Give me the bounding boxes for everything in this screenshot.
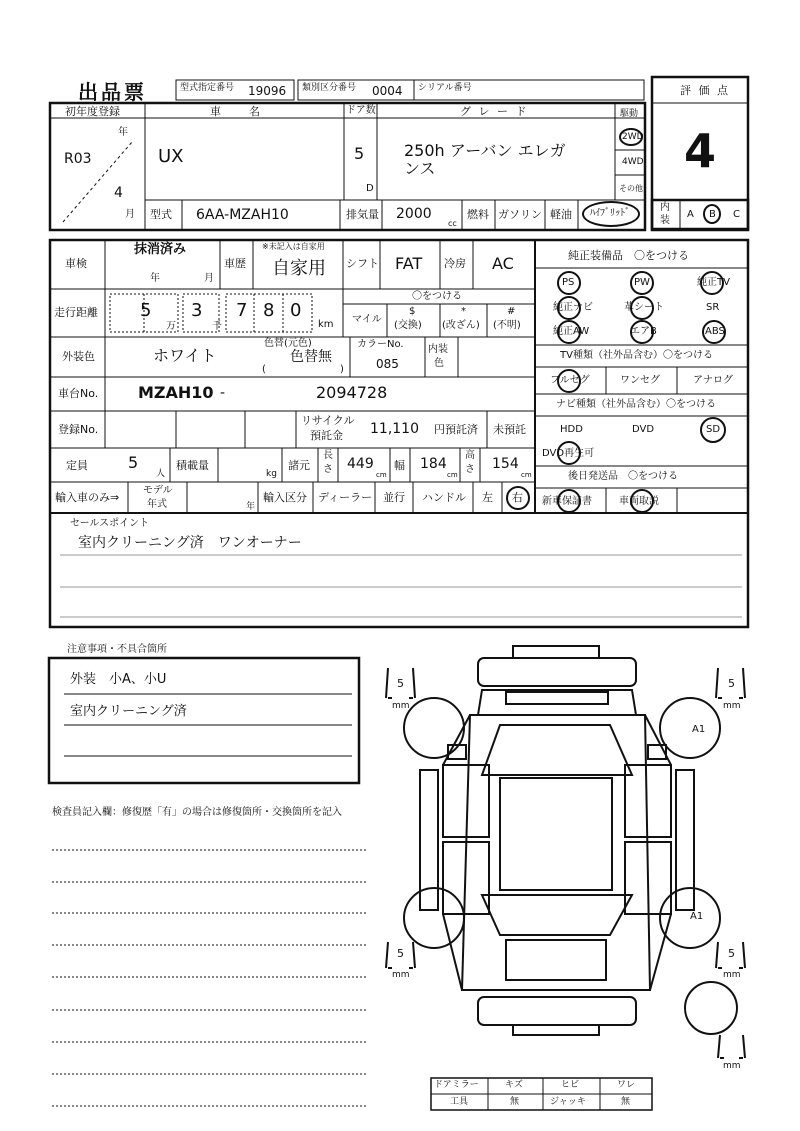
- equip-genuine-aw-circle: [557, 320, 581, 344]
- car-name-label: 車 名: [210, 105, 262, 118]
- seats-unit: 人: [156, 469, 166, 479]
- ac-label: 冷房: [444, 257, 466, 270]
- model-year-unit: 年: [246, 502, 256, 512]
- navi-dvd-playback: DVD再生可: [542, 448, 595, 459]
- tools-value-1: 無: [510, 1097, 520, 1107]
- navi-sd-circle: [700, 417, 726, 443]
- navi-sd: SD: [706, 424, 721, 435]
- mileage-digit-2: 3: [191, 300, 203, 321]
- grade-line-1: 250h アーバン エレガ: [404, 141, 566, 160]
- tv-analog: アナログ: [693, 375, 733, 386]
- damage-mark-front-right: A1: [692, 724, 706, 735]
- tread-rear-left: 5: [397, 947, 404, 960]
- equip-genuine-aw: 純正AW: [553, 326, 590, 337]
- length-label-1: 長: [323, 450, 333, 461]
- serial-label: シリアル番号: [418, 83, 472, 93]
- fuel-hybrid-circle: [582, 201, 640, 227]
- history-note: ※未記入は自家用: [262, 242, 325, 251]
- drive-4wd: 4WD: [622, 157, 644, 167]
- score-value: 4: [684, 124, 717, 178]
- equip-genuine-tv: 純正TV: [697, 277, 730, 288]
- ac-value: AC: [492, 254, 514, 273]
- interior-color-label-1: 内装: [428, 344, 448, 355]
- length-label-2: さ: [323, 464, 333, 475]
- chassis-number: 2094728: [316, 383, 388, 402]
- displacement-value: 2000: [396, 206, 432, 222]
- post-manual-circle: [630, 489, 654, 513]
- equip-abs: ABS: [705, 326, 725, 337]
- inspection-label: 車検: [65, 257, 87, 270]
- load-label: 積載量: [176, 459, 209, 472]
- damage-mark-rear-right: A1: [690, 911, 704, 922]
- handle-label: ハンドル: [422, 491, 466, 504]
- interior-label-1: 内: [660, 202, 670, 213]
- type-value: 6AA-MZAH10: [196, 207, 289, 223]
- handle-right: 右: [512, 491, 523, 504]
- tv-type-title: TV種類（社外品含む）〇をつける: [560, 350, 713, 361]
- mileage-circle-note: 〇をつける: [412, 291, 462, 302]
- class-code-value: 0004: [372, 84, 403, 98]
- height-label-1: 高: [465, 450, 475, 461]
- year-unit: 年: [118, 127, 128, 138]
- recycle-label-2: 預託金: [310, 429, 343, 442]
- grade-line-2: ンス: [404, 159, 436, 178]
- tools-header-crack: ヒビ: [561, 1080, 580, 1090]
- height-value: 154: [492, 456, 519, 472]
- type-label: 型式: [150, 208, 172, 221]
- notes-line-1: 外装 小A、小U: [70, 672, 167, 687]
- model-code-label: 型式指定番号: [180, 83, 235, 93]
- mileage-km-unit: km: [318, 319, 334, 330]
- inspection-value: 抹消済み: [134, 242, 187, 257]
- grade-label: グ レ ー ド: [460, 105, 529, 118]
- first-registration-label: 初年度登録: [65, 105, 120, 118]
- tread-rear-left-unit: mm: [392, 970, 410, 980]
- shift-value: FAT: [395, 254, 423, 273]
- history-value: 自家用: [272, 258, 326, 279]
- tv-fullseg-circle: [557, 369, 581, 393]
- mileage-opt3-symbol: #: [507, 306, 516, 317]
- recycle-amount: 11,110: [370, 421, 419, 437]
- model-year-label-2: 年式: [147, 499, 167, 510]
- fuel-gasoline: ガソリン: [498, 208, 542, 221]
- repaint-paren-close: ): [340, 364, 344, 375]
- tools-value-3: 無: [621, 1097, 631, 1107]
- equip-genuine-navi-circle: [557, 296, 581, 320]
- sales-point-text: 室内クリーニング済 ワンオーナー: [78, 535, 302, 551]
- post-warranty-circle: [557, 489, 581, 513]
- chassis-dash: -: [220, 385, 226, 401]
- height-unit: cm: [521, 471, 532, 479]
- interior-grade-c: C: [733, 209, 740, 220]
- navi-dvd: DVD: [632, 424, 655, 435]
- equip-airbag: エアB: [630, 326, 657, 337]
- notes-line-2: 室内クリーニング済: [70, 704, 187, 719]
- history-label: 車歴: [224, 257, 246, 270]
- sales-point-label: セールスポイント: [70, 518, 150, 529]
- seats-value: 5: [128, 453, 139, 472]
- drive-2wd: 2WD: [622, 132, 644, 142]
- drive-other: その他: [619, 184, 643, 193]
- seats-label: 定員: [66, 459, 88, 472]
- equipment-title: 純正装備品 〇をつける: [568, 249, 689, 262]
- registration-label: 登録No.: [58, 423, 99, 436]
- mileage-label: 走行距離: [54, 306, 98, 319]
- equip-genuine-navi: 純正ナビ: [553, 302, 593, 313]
- tread-spare-unit: mm: [723, 1061, 741, 1071]
- doors-suffix: D: [366, 183, 374, 194]
- tools-header-break: ワレ: [617, 1080, 636, 1090]
- tread-front-right: 5: [728, 677, 735, 690]
- mileage-opt3: (不明): [493, 320, 521, 331]
- interior-grade-a: A: [687, 209, 694, 220]
- mileage-sen-unit: 千: [212, 321, 222, 332]
- equip-airbag-circle: [630, 320, 654, 344]
- repaint-label: 色替(元色): [264, 338, 312, 349]
- import-dealer: ディーラー: [318, 491, 373, 504]
- equip-leather-seat: 革シート: [624, 302, 664, 313]
- exterior-color-label: 外装色: [62, 350, 95, 363]
- load-unit: kg: [266, 469, 277, 479]
- repaint-value: 色替無: [290, 349, 332, 365]
- import-parallel: 並行: [383, 491, 405, 504]
- fuel-label: 燃料: [467, 208, 489, 221]
- inspector-label: 検査員記入欄：修復歴「有」の場合は修復箇所・交換箇所を記入: [52, 807, 342, 818]
- post-ship-title: 後日発送品 〇をつける: [568, 471, 678, 482]
- dims-label: 諸元: [288, 459, 310, 472]
- cc-unit: cc: [448, 219, 457, 228]
- mileage-opt2-symbol: *: [461, 306, 466, 317]
- fuel-hybrid: ﾊｲﾌﾞﾘｯﾄﾞ: [590, 208, 630, 219]
- width-unit: cm: [447, 471, 458, 479]
- tools-row-label: 工具: [450, 1097, 469, 1107]
- handle-left: 左: [482, 491, 493, 504]
- tread-front-left: 5: [397, 677, 404, 690]
- length-unit: cm: [376, 471, 387, 479]
- equip-abs-circle: [702, 320, 726, 344]
- displacement-label: 排気量: [346, 208, 379, 221]
- shift-label: シフト: [346, 257, 379, 270]
- color-no-value: 085: [376, 357, 399, 371]
- equip-ps-circle: [557, 271, 581, 295]
- tread-rear-right: 5: [728, 947, 735, 960]
- recycle-not-deposited: 未預託: [493, 423, 526, 436]
- navi-hdd: HDD: [560, 424, 583, 435]
- recycle-label-1: リサイクル: [301, 414, 355, 427]
- drive-2wd-circle: [619, 128, 643, 146]
- model-year-label-1: モデル: [143, 485, 173, 496]
- mileage-opt1-symbol: $: [409, 306, 416, 317]
- navi-type-title: ナビ種類（社外品含む）〇をつける: [556, 399, 716, 410]
- navi-dvd-playback-circle: [557, 441, 581, 465]
- tread-rear-right-unit: mm: [723, 970, 741, 980]
- equip-ps: PS: [562, 277, 575, 288]
- drive-label: 駆動: [620, 109, 639, 119]
- equip-genuine-tv-circle: [700, 271, 724, 295]
- tools-header-mirror: ドアミラー: [434, 1080, 479, 1090]
- interior-grade-b: B: [709, 209, 716, 220]
- width-value: 184: [420, 456, 447, 472]
- tread-front-left-unit: mm: [392, 701, 410, 711]
- mileage-digit-3: 7: [236, 300, 248, 321]
- notes-label: 注意事項・不具合箇所: [67, 644, 167, 655]
- car-name-value: UX: [158, 146, 184, 167]
- interior-color-label-2: 色: [434, 358, 444, 369]
- equip-sunroof: SR: [706, 302, 720, 313]
- score-label: 評 価 点: [680, 84, 730, 97]
- mileage-opt2: (改ざん): [442, 320, 480, 331]
- class-code-label: 類別区分番号: [302, 83, 357, 93]
- mileage-mile: マイル: [352, 314, 382, 325]
- equip-leather-seat-circle: [630, 296, 654, 320]
- mileage-digit-1: 5: [140, 300, 152, 321]
- post-warranty: 新車保証書: [542, 496, 592, 507]
- mileage-digit-5: 0: [290, 300, 302, 321]
- chassis-prefix: MZAH10: [138, 383, 214, 402]
- inspection-year-unit: 年: [150, 273, 160, 284]
- tread-front-right-unit: mm: [723, 701, 741, 711]
- import-only-label: 輸入車のみ⇒: [55, 491, 120, 504]
- exterior-color-value: ホワイト: [153, 346, 217, 365]
- first-registration-month: 4: [114, 185, 123, 201]
- equip-pw: PW: [634, 277, 650, 288]
- mileage-digit-4: 8: [263, 300, 275, 321]
- length-value: 449: [347, 456, 374, 472]
- inspection-month-unit: 月: [204, 273, 214, 284]
- model-code-value: 19096: [248, 84, 287, 98]
- interior-grade-b-circle: [703, 204, 721, 224]
- interior-label-2: 装: [660, 215, 670, 226]
- form-title: 出品票: [78, 80, 147, 104]
- post-manual: 車両取説: [619, 496, 659, 507]
- recycle-deposited: 円預託済: [434, 423, 478, 436]
- first-registration-year: R03: [64, 151, 92, 167]
- mileage-man-unit: 万: [166, 321, 176, 332]
- tools-header-scratch: キズ: [505, 1080, 523, 1090]
- repaint-paren-open: (: [262, 364, 266, 375]
- tv-oneseg: ワンセグ: [620, 375, 660, 386]
- doors-value: 5: [354, 144, 365, 163]
- tools-value-jack: ジャッキ: [550, 1097, 586, 1107]
- import-class-label: 輸入区分: [263, 491, 307, 504]
- color-no-label: カラーNo.: [357, 339, 404, 350]
- equip-pw-circle: [630, 271, 654, 295]
- tv-fullseg: フルセグ: [550, 375, 590, 386]
- width-label: 幅: [394, 459, 405, 472]
- doors-label: ドア数: [346, 105, 376, 116]
- car-diagram: [386, 646, 745, 1058]
- month-unit: 月: [125, 209, 135, 220]
- chassis-label: 車台No.: [58, 387, 99, 400]
- handle-right-circle: [506, 486, 530, 510]
- fuel-light-oil: 軽油: [550, 208, 572, 221]
- height-label-2: さ: [465, 464, 475, 475]
- mileage-opt1: (交換): [394, 320, 422, 331]
